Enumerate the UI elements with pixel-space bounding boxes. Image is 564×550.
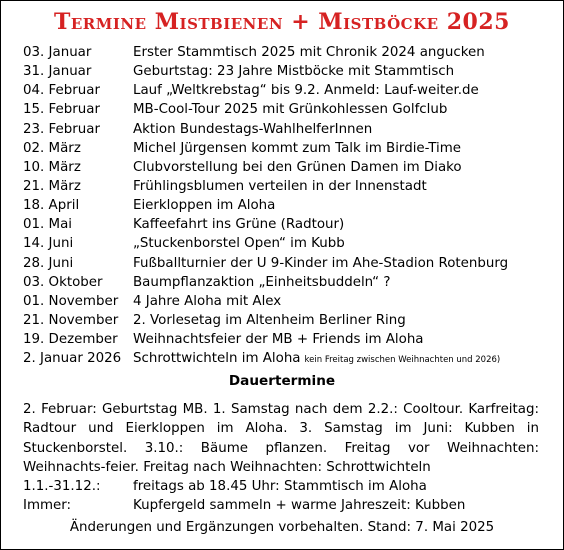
event-description bbox=[133, 292, 281, 311]
event-description bbox=[133, 215, 344, 234]
recurring-label: 1.1.-31.12.: bbox=[23, 479, 101, 494]
event-text: Lauf „Weltkrebstag“ bis 9.2. Anmeld: Lauf-weiter.de bbox=[133, 83, 479, 99]
event-row bbox=[23, 234, 553, 253]
recurring-list bbox=[23, 477, 543, 515]
event-date: 23. Februar bbox=[23, 121, 100, 137]
permanent-events-text: 2. Februar: Geburtstag MB. 1. Samstag nach dem 2.2.: Cooltour. Karfreitag: Radtour und Eierkloppen im Aloha. 3. Samstag im Juni: Kubben in Stuckenborstel. 3.10.: Bäume pflanzen. Freitag vor Weihnachten: Weihnachts-feier. Freitag nach Weihnachten: Schrottwichteln bbox=[23, 402, 539, 475]
event-row bbox=[23, 43, 553, 62]
event-description bbox=[133, 196, 275, 215]
event-row bbox=[23, 215, 553, 234]
event-row bbox=[23, 196, 553, 215]
recurring-label: Immer: bbox=[23, 498, 72, 513]
event-text: Weihnachtsfeier der MB + Friends im Aloha bbox=[133, 332, 424, 348]
event-date: 02. März bbox=[23, 140, 81, 156]
event-list bbox=[23, 43, 553, 368]
event-description bbox=[133, 254, 508, 273]
event-row bbox=[23, 254, 553, 273]
event-date: 10. März bbox=[23, 159, 81, 175]
event-description bbox=[133, 311, 406, 330]
event-date: 21. November bbox=[23, 312, 119, 328]
event-text: „Stuckenborstel Open“ im Kubb bbox=[133, 236, 345, 252]
event-date: 21. März bbox=[23, 178, 81, 194]
event-row bbox=[23, 81, 553, 100]
event-description bbox=[133, 43, 485, 62]
event-date: 01. Mai bbox=[23, 217, 73, 233]
recurring-text: freitags ab 18.45 Uhr: Stammtisch im Aloha bbox=[133, 479, 427, 494]
event-description bbox=[133, 234, 345, 253]
event-date: 19. Dezember bbox=[23, 332, 118, 348]
event-date: 14. Juni bbox=[23, 236, 74, 252]
event-text: Michel Jürgensen kommt zum Talk im Birdie-Time bbox=[133, 140, 462, 156]
event-date: 31. Januar bbox=[23, 64, 92, 80]
footer-note: Änderungen und Ergänzungen vorbehalten. Stand: 7. Mai 2025 bbox=[69, 520, 495, 535]
event-row bbox=[23, 311, 553, 330]
event-date: 28. Juni bbox=[23, 255, 74, 271]
event-description bbox=[133, 273, 390, 292]
event-row bbox=[23, 292, 553, 311]
event-date: 15. Februar bbox=[23, 102, 100, 118]
event-date: 03. Januar bbox=[23, 45, 92, 60]
event-text: Erster Stammtisch 2025 mit Chronik 2024 angucken bbox=[133, 45, 485, 60]
event-text: Baumpflanzaktion „Einheitsbuddeln“ ? bbox=[133, 274, 391, 290]
event-text: Clubvorstellung bei den Grünen Damen im Diako bbox=[133, 159, 462, 175]
event-row bbox=[23, 139, 553, 158]
event-date: 01. November bbox=[23, 293, 119, 309]
event-text: MB-Cool-Tour 2025 mit Grünkohlessen Golfclub bbox=[133, 102, 448, 118]
event-text: Eierkloppen im Aloha bbox=[133, 198, 276, 214]
recurring-row bbox=[23, 496, 543, 515]
event-description bbox=[133, 120, 372, 139]
event-date: 04. Februar bbox=[23, 83, 100, 99]
recurring-text: Kupfergeld sammeln + warme Jahreszeit: Kubben bbox=[133, 498, 466, 513]
event-row bbox=[23, 349, 553, 368]
event-row bbox=[23, 273, 553, 292]
event-text: 2. Vorlesetag im Altenheim Berliner Ring bbox=[133, 312, 406, 328]
event-date: 03. Oktober bbox=[23, 274, 103, 290]
event-date: 18. April bbox=[23, 198, 80, 214]
event-row bbox=[23, 330, 553, 349]
event-row bbox=[23, 120, 553, 139]
event-text: Geburtstag: 23 Jahre Mistböcke mit Stammtisch bbox=[133, 64, 455, 80]
event-description bbox=[133, 158, 462, 177]
event-text: 4 Jahre Aloha mit Alex bbox=[133, 293, 282, 309]
event-text: Frühlingsblumen verteilen in der Innenstadt bbox=[133, 178, 427, 194]
event-description bbox=[133, 139, 461, 158]
event-description bbox=[133, 177, 427, 196]
event-text: Schrottwichteln im Aloha bbox=[133, 351, 301, 367]
event-description bbox=[133, 62, 454, 81]
event-text: Aktion Bundestags-WahlhelferInnen bbox=[133, 121, 373, 137]
event-row bbox=[23, 177, 553, 196]
event-description bbox=[133, 349, 500, 370]
event-row bbox=[23, 100, 553, 119]
event-row bbox=[23, 62, 553, 81]
event-text: Fußballturnier der U 9-Kinder im Ahe-Stadion Rotenburg bbox=[133, 255, 509, 271]
permanent-events-heading: Dauertermine bbox=[228, 373, 336, 389]
page-title: Termine Mistbienen + Mistböcke 2025 bbox=[54, 9, 510, 35]
event-note: kein Freitag zwischen Weihnachten und 2026) bbox=[304, 355, 501, 366]
event-date: 2. Januar 2026 bbox=[23, 351, 122, 367]
event-row bbox=[23, 158, 553, 177]
event-description bbox=[133, 100, 447, 119]
event-text: Kaffeefahrt ins Grüne (Radtour) bbox=[133, 217, 345, 233]
recurring-row bbox=[23, 477, 543, 496]
event-description bbox=[133, 81, 479, 100]
event-description bbox=[133, 330, 424, 349]
